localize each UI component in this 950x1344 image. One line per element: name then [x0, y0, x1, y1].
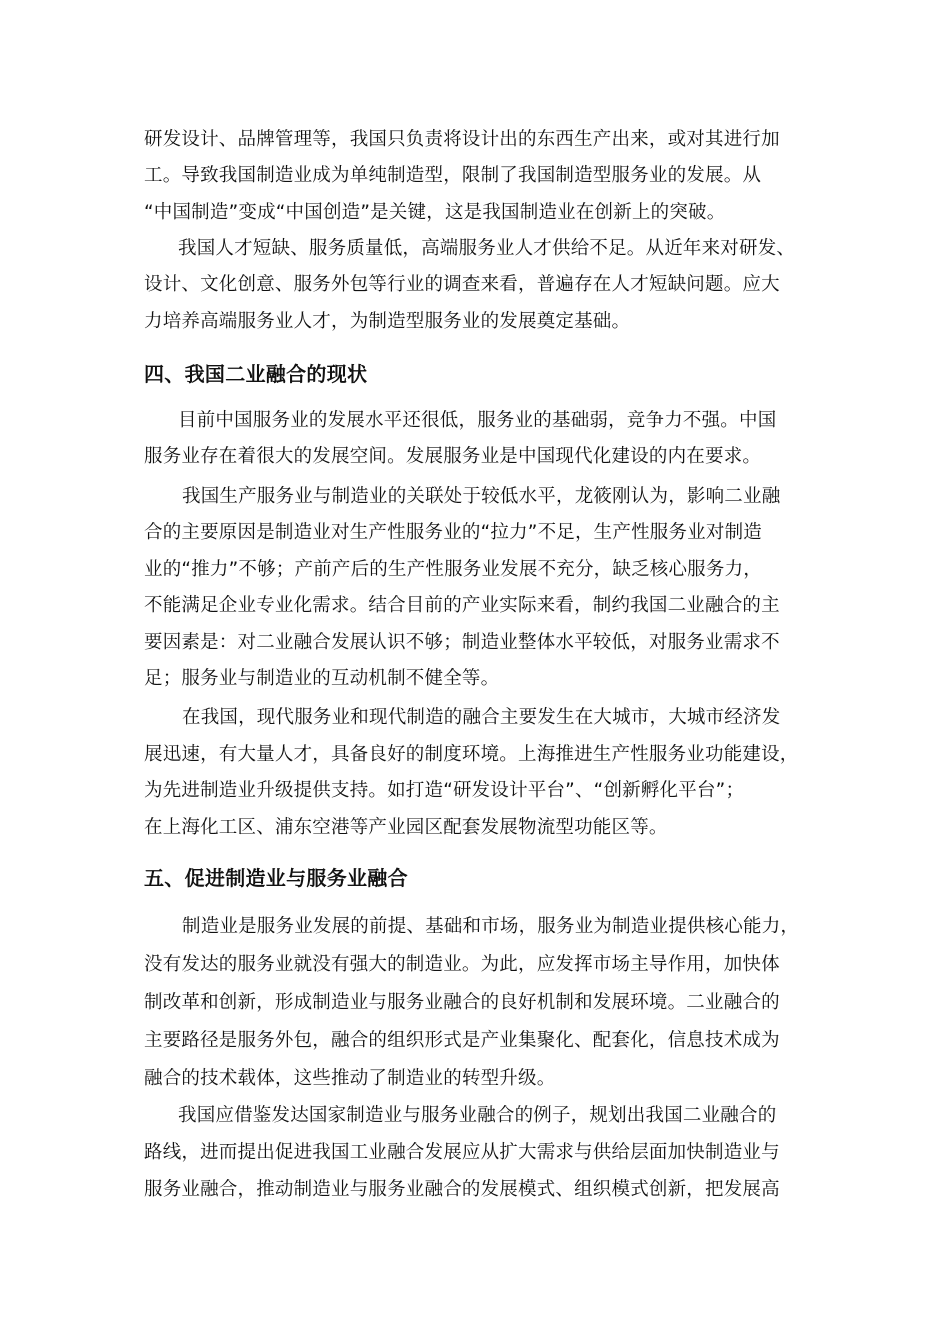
text-line: 没有发达的服务业就没有强大的制造业。为此，应发挥市场主导作用，加快体: [144, 954, 780, 975]
text-line: 服务业融合，推动制造业与服务业融合的发展模式、组织模式创新，把发展高: [144, 1179, 780, 1200]
text-line: 我国人才短缺、服务质量低，高端服务业人才供给不足。从近年来对研发、: [178, 238, 796, 259]
text-line: 主要路径是服务外包，融合的组织形式是产业集聚化、配套化，信息技术成为: [144, 1030, 780, 1051]
text-line: 服务业存在着很大的发展空间。发展服务业是中国现代化建设的内在要求。: [144, 446, 762, 467]
text-line: 力培养高端服务业人才，为制造型服务业的发展奠定基础。: [144, 311, 631, 332]
text-line: 不能满足企业专业化需求。结合目前的产业实际来看，制约我国二业融合的主: [144, 595, 780, 616]
text-line: 我国应借鉴发达国家制造业与服务业融合的例子，规划出我国二业融合的: [178, 1105, 777, 1126]
text-line: 研发设计、品牌管理等，我国只负责将设计出的东西生产出来，或对其进行加: [144, 129, 780, 150]
text-line: 合的主要原因是制造业对生产性服务业的“拉力”不足，生产性服务业对制造: [144, 522, 762, 543]
text-line: 在我国，现代服务业和现代制造的融合主要发生在大城市，大城市经济发: [182, 707, 781, 728]
text-line: 设计、文化创意、服务外包等行业的调查来看，普遍存在人才短缺问题。应大: [144, 274, 780, 295]
text-line: 展迅速，有大量人才，具备良好的制度环境。上海推进生产性服务业功能建设，: [144, 744, 799, 765]
section-heading-5: 五、促进制造业与服务业融合: [144, 866, 408, 890]
section-heading-4: 四、我国二业融合的现状: [144, 362, 368, 386]
text-line: “中国制造”变成“中国创造”是关键，这是我国制造业在创新上的突破。: [144, 202, 726, 223]
text-line: 目前中国服务业的发展水平还很低，服务业的基础弱，竞争力不强。中国: [178, 410, 777, 431]
text-line: 制造业是服务业发展的前提、基础和市场，服务业为制造业提供核心能力，: [182, 916, 800, 937]
text-line: 足；服务业与制造业的互动机制不健全等。: [144, 668, 500, 689]
text-line: 业的“推力”不够；产前产后的生产性服务业发展不充分，缺乏核心服务力，: [144, 559, 762, 580]
text-line: 要因素是：对二业融合发展认识不够；制造业整体水平较低，对服务业需求不: [144, 632, 780, 653]
text-line: 我国生产服务业与制造业的关联处于较低水平，龙筱刚认为，影响二业融: [182, 486, 781, 507]
text-line: 路线，进而提出促进我国工业融合发展应从扩大需求与供给层面加快制造业与: [144, 1142, 780, 1163]
text-line: 制改革和创新，形成制造业与服务业融合的良好机制和发展环境。二业融合的: [144, 992, 780, 1013]
text-line: 工。导致我国制造业成为单纯制造型，限制了我国制造型服务业的发展。从: [144, 165, 762, 186]
text-line: 在上海化工区、浦东空港等产业园区配套发展物流型功能区等。: [144, 817, 668, 838]
text-line: 为先进制造业升级提供支持。如打造“研发设计平台”、“创新孵化平台”；: [144, 780, 745, 801]
text-line: 融合的技术载体，这些推动了制造业的转型升级。: [144, 1068, 556, 1089]
